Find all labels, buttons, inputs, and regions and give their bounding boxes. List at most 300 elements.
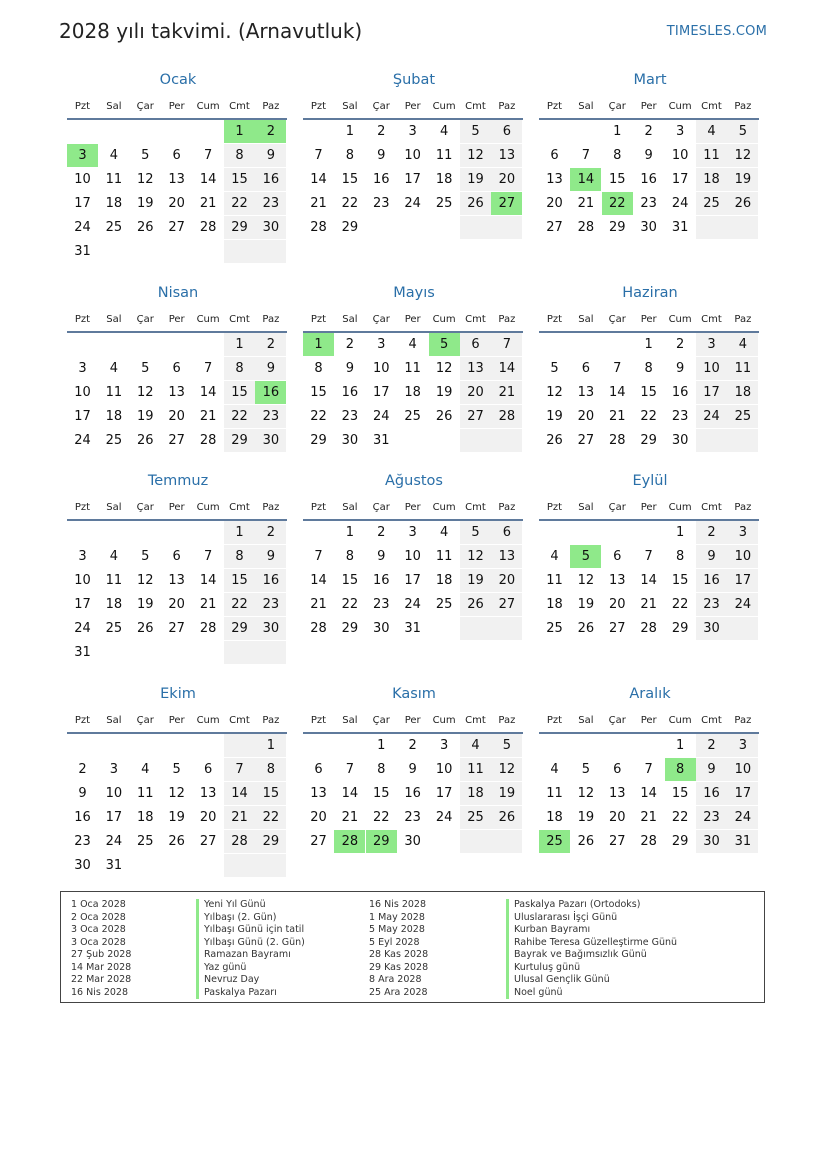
holiday-day: 28 [334, 830, 365, 853]
day-cell: 1 [613, 124, 622, 139]
day-cell: 13 [546, 172, 563, 187]
weekday-label: Per [640, 314, 657, 325]
day-cell: 7 [203, 361, 213, 376]
day-cell: 2 [345, 337, 355, 352]
day-cell: 14 [640, 573, 657, 588]
day-cell: 11 [460, 758, 491, 781]
day-cell: 14 [310, 573, 327, 588]
day-cell: 15 [310, 385, 327, 400]
day-cell: 25 [105, 621, 123, 636]
day-cell: 1 [675, 738, 685, 753]
day-cell: 18 [105, 196, 123, 211]
month-block [303, 473, 525, 673]
day-cell: 24 [373, 409, 390, 424]
day-cell: 10 [373, 361, 390, 376]
day-cell: 23 [640, 196, 657, 211]
weekday-header [303, 715, 525, 729]
day-cell: 27 [546, 220, 563, 235]
day-cell: 2 [408, 738, 417, 753]
day-cell: 21 [199, 409, 217, 424]
day-cell: 17 [74, 409, 91, 424]
weekend-empty-cell [727, 429, 758, 452]
day-cell: 20 [199, 810, 217, 825]
weekend-empty-cell [460, 830, 491, 853]
holiday-list [60, 891, 765, 1003]
holiday-name: Rahibe Teresa Güzelleştirme Günü [506, 937, 677, 950]
day-cell: 29 [640, 433, 657, 448]
month-name: Eylül [632, 473, 668, 489]
day-cell: 4 [109, 549, 119, 564]
weekend-empty-cell [727, 216, 758, 239]
weekday-label: Cmt [229, 101, 250, 112]
weekday-label: Çar [608, 502, 626, 513]
weekday-header [303, 314, 525, 328]
weekday-label: Paz [498, 715, 516, 726]
day-cell: 27 [609, 621, 626, 636]
holiday-name: Yılbaşı Günü için tatil [196, 924, 305, 937]
day-cell: 1 [255, 734, 286, 757]
day-cell: 20 [168, 409, 185, 424]
day-cell: 26 [577, 834, 595, 849]
weekday-header [67, 502, 289, 516]
day-cell: 27 [168, 220, 185, 235]
weekday-label: Per [404, 314, 421, 325]
weekday-label: Per [168, 715, 185, 726]
weekday-label: Cmt [465, 101, 486, 112]
day-cell: 7 [314, 549, 323, 564]
day-cell: 24 [404, 597, 421, 612]
day-cell: 6 [203, 762, 213, 777]
weekday-label: Paz [498, 101, 516, 112]
weekend-empty-cell [224, 734, 255, 757]
weekday-label: Per [640, 715, 657, 726]
day-cell: 26 [460, 192, 491, 215]
day-cell: 3 [439, 738, 449, 753]
day-cell: 4 [439, 525, 449, 540]
day-cell: 19 [727, 168, 758, 191]
day-cell: 14 [640, 786, 657, 801]
month-block [67, 285, 289, 485]
day-cell: 23 [373, 196, 390, 211]
weekday-label: Cum [196, 314, 220, 325]
month-block [67, 686, 289, 886]
weekday-label: Pzt [74, 715, 91, 726]
day-cell: 13 [310, 786, 327, 801]
day-cell: 16 [373, 172, 390, 187]
day-cell: 24 [74, 621, 91, 636]
day-cell: 6 [460, 333, 491, 356]
day-cell: 13 [168, 573, 185, 588]
day-cell: 9 [696, 545, 727, 568]
day-cell: 25 [105, 433, 123, 448]
weekday-label: Sal [106, 101, 122, 112]
weekday-label: Paz [262, 314, 280, 325]
day-cell: 15 [224, 569, 255, 592]
day-cell: 19 [435, 385, 453, 400]
weekday-header [539, 101, 761, 115]
day-cell: 11 [546, 786, 563, 801]
site-link[interactable]: TIMESLES.COM [666, 24, 767, 39]
weekday-header [539, 502, 761, 516]
day-cell: 6 [491, 120, 522, 143]
weekday-label: Cmt [701, 314, 722, 325]
day-cell: 10 [74, 172, 91, 187]
holiday-date: 14 Mar 2028 [71, 961, 132, 973]
weekend-empty-cell [255, 641, 286, 664]
day-cell: 13 [609, 573, 626, 588]
day-cell: 17 [671, 172, 689, 187]
weekday-label: Pzt [74, 101, 91, 112]
holiday-name: Kurban Bayramı [506, 924, 677, 937]
day-cell: 2 [696, 521, 727, 544]
day-cell: 18 [435, 172, 453, 187]
day-cell: 28 [491, 405, 522, 428]
day-cell: 30 [640, 220, 657, 235]
weekday-label: Pzt [74, 502, 91, 513]
day-cell: 26 [168, 834, 185, 849]
weekday-label: Çar [136, 502, 154, 513]
month-name: Kasım [392, 686, 436, 702]
day-cell: 26 [137, 220, 154, 235]
day-cell: 28 [640, 834, 657, 849]
day-cell: 30 [341, 433, 359, 448]
day-cell: 26 [727, 192, 758, 215]
holiday-day: 8 [665, 758, 696, 781]
day-cell: 6 [550, 148, 559, 163]
day-cell: 30 [373, 621, 390, 636]
day-cell: 4 [109, 148, 119, 163]
weekday-label: Sal [578, 715, 594, 726]
day-cell: 29 [671, 834, 689, 849]
holiday-day: 3 [67, 144, 98, 167]
day-cell: 10 [74, 385, 91, 400]
day-cell: 15 [640, 385, 657, 400]
day-cell: 8 [675, 549, 685, 564]
day-cell: 7 [581, 148, 591, 163]
day-cell: 16 [640, 172, 657, 187]
day-cell: 7 [203, 549, 213, 564]
weekday-label: Çar [136, 715, 154, 726]
holiday-date: 3 Oca 2028 [71, 936, 126, 948]
day-cell: 13 [168, 172, 185, 187]
month-name: Aralık [629, 686, 671, 702]
month-name: Haziran [622, 285, 678, 301]
day-cell: 4 [439, 124, 449, 139]
day-cell: 28 [199, 220, 217, 235]
holiday-name: Noel günü [506, 987, 677, 1000]
day-cell: 16 [696, 782, 727, 805]
weekday-label: Pzt [546, 502, 563, 513]
holiday-name: Kurtuluş günü [506, 962, 677, 975]
weekend-empty-cell [255, 854, 286, 877]
day-cell: 9 [675, 361, 685, 376]
day-cell: 6 [172, 549, 181, 564]
day-cell: 26 [435, 409, 453, 424]
holiday-name: Uluslararası İşçi Günü [506, 912, 677, 925]
day-cell: 2 [696, 734, 727, 757]
day-cell: 21 [199, 597, 217, 612]
day-cell: 4 [109, 361, 119, 376]
weekday-label: Pzt [546, 314, 563, 325]
day-cell: 8 [644, 361, 653, 376]
day-cell: 1 [345, 525, 355, 540]
weekend-empty-cell [491, 830, 522, 853]
weekday-label: Cum [668, 314, 692, 325]
month-days [303, 333, 525, 477]
day-cell: 19 [460, 569, 491, 592]
day-cell: 2 [78, 762, 87, 777]
day-cell: 24 [74, 433, 91, 448]
day-cell: 8 [345, 148, 355, 163]
day-cell: 8 [377, 762, 386, 777]
page-title: 2028 yılı takvimi. (Arnavutluk) [59, 19, 363, 43]
weekday-label: Çar [608, 101, 626, 112]
day-cell: 20 [491, 168, 522, 191]
month-block [67, 473, 289, 673]
day-cell: 5 [141, 361, 150, 376]
day-cell: 17 [404, 573, 421, 588]
day-cell: 28 [199, 433, 217, 448]
day-cell: 2 [644, 124, 653, 139]
day-cell: 17 [74, 196, 91, 211]
holiday-name: Nevruz Day [196, 974, 305, 987]
day-cell: 12 [491, 758, 522, 781]
day-cell: 29 [224, 617, 255, 640]
day-cell: 16 [404, 786, 421, 801]
day-cell: 18 [105, 597, 123, 612]
day-cell: 29 [255, 830, 286, 853]
day-cell: 1 [675, 525, 685, 540]
day-cell: 23 [255, 192, 286, 215]
weekday-header [67, 314, 289, 328]
day-cell: 12 [460, 545, 491, 568]
day-cell: 6 [172, 361, 181, 376]
day-cell: 29 [224, 429, 255, 452]
day-cell: 15 [224, 381, 255, 404]
day-cell: 21 [640, 597, 657, 612]
day-cell: 27 [491, 593, 522, 616]
month-days [303, 521, 525, 665]
month-days [67, 521, 289, 665]
day-cell: 7 [314, 148, 323, 163]
day-cell: 26 [491, 806, 522, 829]
month-name: Temmuz [147, 473, 209, 489]
day-cell: 15 [255, 782, 286, 805]
weekday-label: Pzt [74, 314, 91, 325]
month-days [539, 734, 761, 878]
day-cell: 24 [105, 834, 123, 849]
day-cell: 19 [137, 196, 154, 211]
day-cell: 6 [613, 762, 622, 777]
day-cell: 9 [255, 545, 286, 568]
day-cell: 22 [255, 806, 286, 829]
day-cell: 9 [644, 148, 653, 163]
weekday-label: Çar [608, 715, 626, 726]
day-cell: 5 [550, 361, 559, 376]
holiday-day: 14 [570, 168, 601, 191]
day-cell: 31 [74, 244, 91, 259]
weekday-label: Cum [432, 715, 456, 726]
day-cell: 12 [435, 361, 453, 376]
day-cell: 8 [345, 549, 355, 564]
day-cell: 13 [460, 357, 491, 380]
day-cell: 1 [224, 333, 255, 356]
day-cell: 31 [671, 220, 689, 235]
holiday-date: 5 Eyl 2028 [369, 936, 420, 948]
day-cell: 22 [671, 597, 689, 612]
day-cell: 26 [137, 621, 154, 636]
month-name: Mayıs [393, 285, 435, 301]
day-cell: 27 [310, 834, 327, 849]
day-cell: 10 [727, 758, 758, 781]
day-cell: 31 [404, 621, 421, 636]
day-cell: 31 [727, 830, 758, 853]
day-cell: 9 [377, 148, 386, 163]
day-cell: 22 [341, 196, 359, 211]
day-cell: 12 [727, 144, 758, 167]
day-cell: 20 [577, 409, 595, 424]
day-cell: 11 [404, 361, 421, 376]
day-cell: 24 [74, 220, 91, 235]
day-cell: 24 [696, 405, 727, 428]
day-cell: 20 [491, 569, 522, 592]
day-cell: 27 [168, 621, 185, 636]
holiday-date: 8 Ara 2028 [369, 974, 422, 985]
day-cell: 3 [408, 124, 417, 139]
holiday-day: 27 [491, 192, 522, 215]
day-cell: 14 [224, 782, 255, 805]
day-cell: 17 [373, 385, 390, 400]
day-cell: 18 [460, 782, 491, 805]
day-cell: 3 [696, 333, 727, 356]
day-cell: 3 [727, 521, 758, 544]
day-cell: 30 [74, 858, 91, 873]
day-cell: 22 [640, 409, 657, 424]
day-cell: 12 [168, 786, 185, 801]
day-cell: 3 [408, 525, 417, 540]
day-cell: 21 [577, 196, 595, 211]
day-cell: 22 [341, 597, 359, 612]
holiday-dates-col-1 [71, 899, 131, 999]
day-cell: 13 [609, 786, 626, 801]
day-cell: 12 [546, 385, 563, 400]
weekday-label: Pzt [546, 101, 563, 112]
day-cell: 2 [255, 521, 286, 544]
weekday-label: Çar [372, 715, 390, 726]
day-cell: 17 [435, 786, 453, 801]
month-block [303, 285, 525, 485]
day-cell: 8 [224, 357, 255, 380]
weekday-header [539, 314, 761, 328]
day-cell: 21 [341, 810, 359, 825]
holiday-day: 16 [255, 381, 286, 404]
day-cell: 14 [199, 172, 217, 187]
holiday-names-col-1 [196, 899, 305, 999]
holiday-name: Ramazan Bayramı [196, 949, 305, 962]
day-cell: 13 [168, 385, 185, 400]
day-cell: 15 [671, 786, 689, 801]
day-cell: 11 [435, 148, 453, 163]
day-cell: 7 [224, 758, 255, 781]
day-cell: 4 [550, 549, 559, 564]
holiday-date: 3 Oca 2028 [71, 924, 126, 935]
day-cell: 29 [341, 220, 359, 235]
weekday-label: Çar [372, 502, 390, 513]
day-cell: 31 [373, 433, 390, 448]
day-cell: 25 [460, 806, 491, 829]
holiday-date: 27 Şub 2028 [71, 949, 132, 960]
holiday-name: Yeni Yıl Günü [196, 899, 305, 912]
day-cell: 18 [546, 810, 563, 825]
day-cell: 1 [644, 337, 653, 352]
day-cell: 18 [105, 409, 123, 424]
holiday-name: Paskalya Pazarı (Ortodoks) [506, 899, 677, 912]
day-cell: 25 [727, 405, 758, 428]
day-cell: 9 [345, 361, 355, 376]
day-cell: 5 [172, 762, 181, 777]
day-cell: 19 [577, 810, 595, 825]
day-cell: 7 [644, 549, 653, 564]
day-cell: 23 [696, 593, 727, 616]
weekday-label: Pzt [310, 314, 327, 325]
day-cell: 23 [255, 405, 286, 428]
day-cell: 5 [460, 120, 491, 143]
holiday-date: 5 May 2028 [369, 924, 425, 935]
day-cell: 23 [373, 597, 390, 612]
day-cell: 11 [727, 357, 758, 380]
day-cell: 12 [577, 786, 595, 801]
weekday-label: Cmt [701, 101, 722, 112]
weekday-label: Cum [668, 101, 692, 112]
weekday-label: Paz [498, 502, 516, 513]
day-cell: 14 [341, 786, 359, 801]
day-cell: 23 [74, 834, 91, 849]
day-cell: 25 [435, 196, 453, 211]
holiday-date: 22 Mar 2028 [71, 974, 132, 985]
day-cell: 5 [491, 734, 522, 757]
day-cell: 4 [408, 337, 417, 352]
day-cell: 24 [727, 593, 758, 616]
day-cell: 12 [577, 573, 595, 588]
weekday-label: Per [640, 101, 657, 112]
day-cell: 18 [546, 597, 563, 612]
weekday-label: Pzt [310, 715, 327, 726]
month-block [67, 72, 289, 272]
day-cell: 30 [696, 617, 727, 640]
weekend-empty-cell [460, 617, 491, 640]
weekday-label: Çar [608, 314, 626, 325]
weekday-label: Çar [372, 314, 390, 325]
day-cell: 30 [696, 830, 727, 853]
day-cell: 2 [675, 337, 685, 352]
day-cell: 7 [203, 148, 213, 163]
day-cell: 17 [727, 782, 758, 805]
day-cell: 15 [671, 573, 689, 588]
day-cell: 15 [609, 172, 626, 187]
weekday-label: Sal [106, 715, 122, 726]
day-cell: 30 [255, 617, 286, 640]
weekday-label: Cum [432, 101, 456, 112]
weekday-label: Paz [734, 715, 752, 726]
month-block [303, 72, 525, 272]
day-cell: 27 [609, 834, 626, 849]
weekday-header [67, 101, 289, 115]
month-days [303, 120, 525, 264]
month-block [539, 285, 761, 485]
day-cell: 25 [435, 597, 453, 612]
day-cell: 15 [341, 172, 359, 187]
day-cell: 8 [224, 144, 255, 167]
